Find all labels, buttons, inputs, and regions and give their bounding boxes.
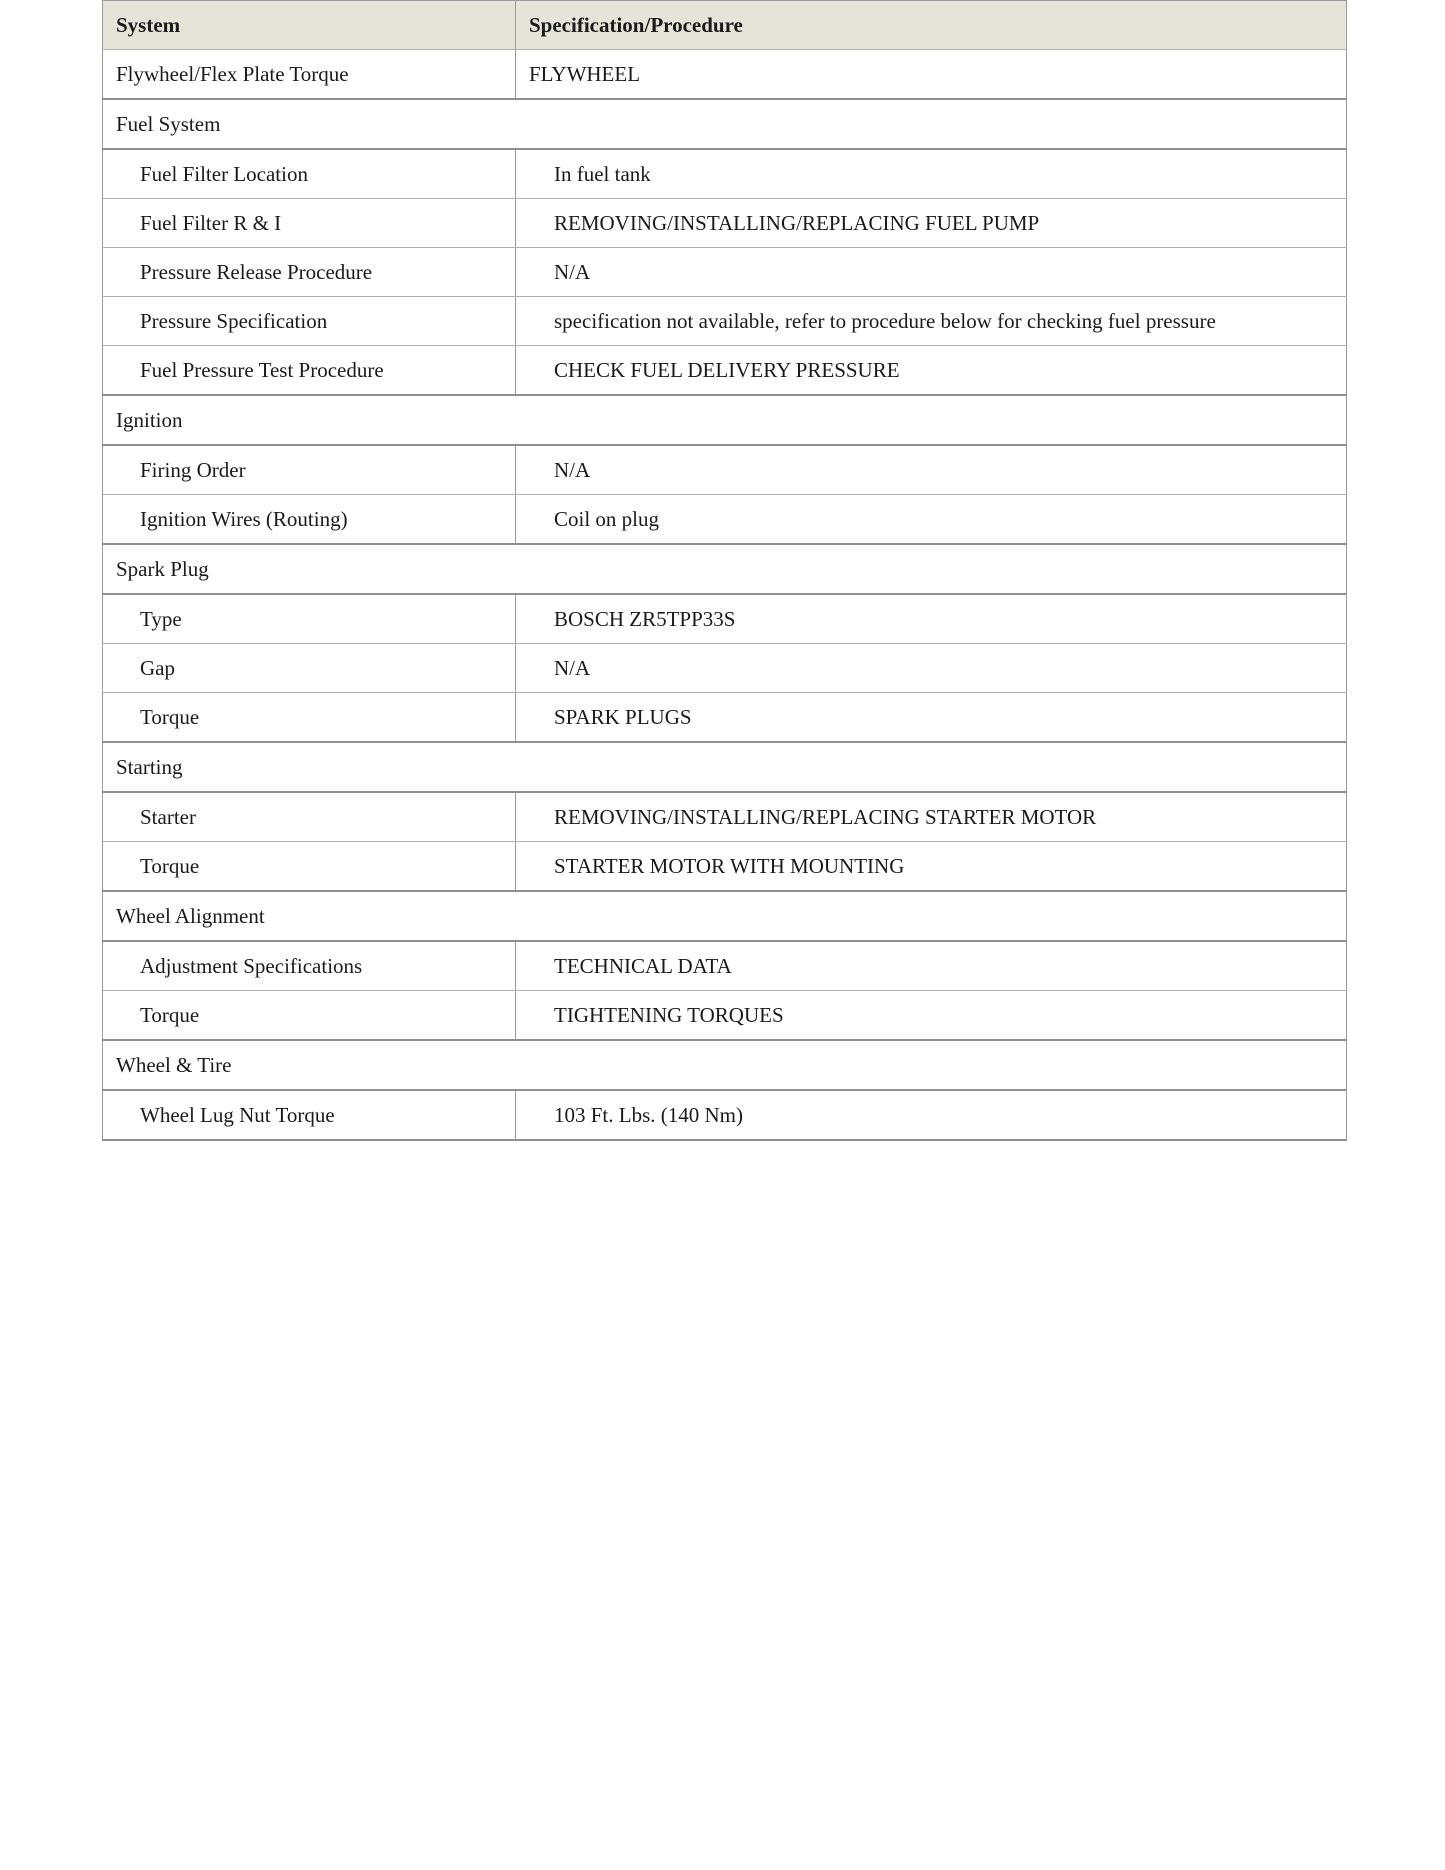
- system-cell: Fuel Pressure Test Procedure: [103, 346, 516, 396]
- spec-cell: REMOVING/INSTALLING/REPLACING FUEL PUMP: [516, 199, 1347, 248]
- table-row: [103, 346, 1347, 396]
- system-cell: Adjustment Specifications: [103, 941, 516, 991]
- table-row: [103, 445, 1347, 495]
- section-heading: Spark Plug: [103, 544, 1347, 594]
- spec-cell: N/A: [516, 644, 1347, 693]
- section-row: [103, 891, 1347, 941]
- section-row: [103, 395, 1347, 445]
- spec-cell: SPARK PLUGS: [516, 693, 1347, 743]
- spec-cell: In fuel tank: [516, 149, 1347, 199]
- table-row: [103, 495, 1347, 545]
- section-row: [103, 544, 1347, 594]
- system-cell: Flywheel/Flex Plate Torque: [103, 50, 516, 100]
- system-cell: Gap: [103, 644, 516, 693]
- spec-cell: TECHNICAL DATA: [516, 941, 1347, 991]
- table-row: [103, 693, 1347, 743]
- section-row: [103, 742, 1347, 792]
- system-cell: Type: [103, 594, 516, 644]
- system-cell: Pressure Release Procedure: [103, 248, 516, 297]
- spec-cell: N/A: [516, 248, 1347, 297]
- table-row: [103, 248, 1347, 297]
- table-row: [103, 297, 1347, 346]
- spec-cell: Coil on plug: [516, 495, 1347, 545]
- system-cell: Torque: [103, 842, 516, 892]
- spec-cell: BOSCH ZR5TPP33S: [516, 594, 1347, 644]
- system-cell: Ignition Wires (Routing): [103, 495, 516, 545]
- table-row: [103, 149, 1347, 199]
- header-system: System: [103, 1, 516, 50]
- system-cell: Fuel Filter Location: [103, 149, 516, 199]
- spec-cell: FLYWHEEL: [516, 50, 1347, 100]
- spec-cell: 103 Ft. Lbs. (140 Nm): [516, 1090, 1347, 1140]
- system-cell: Torque: [103, 991, 516, 1041]
- section-row: [103, 99, 1347, 149]
- spec-cell: N/A: [516, 445, 1347, 495]
- table-row: [103, 50, 1347, 100]
- section-heading: Wheel & Tire: [103, 1040, 1347, 1090]
- table-header: [103, 1, 1347, 50]
- table-row: [103, 991, 1347, 1041]
- system-cell: Wheel Lug Nut Torque: [103, 1090, 516, 1140]
- table-row: [103, 594, 1347, 644]
- section-heading: Ignition: [103, 395, 1347, 445]
- system-cell: Fuel Filter R & I: [103, 199, 516, 248]
- system-cell: Pressure Specification: [103, 297, 516, 346]
- spec-cell: CHECK FUEL DELIVERY PRESSURE: [516, 346, 1347, 396]
- section-heading: Fuel System: [103, 99, 1347, 149]
- spec-cell: STARTER MOTOR WITH MOUNTING: [516, 842, 1347, 892]
- system-cell: Starter: [103, 792, 516, 842]
- table-row: [103, 1090, 1347, 1140]
- section-row: [103, 1040, 1347, 1090]
- table-row: [103, 792, 1347, 842]
- system-cell: Firing Order: [103, 445, 516, 495]
- spec-cell: REMOVING/INSTALLING/REPLACING STARTER MOTOR: [516, 792, 1347, 842]
- spec-cell: TIGHTENING TORQUES: [516, 991, 1347, 1041]
- table-row: [103, 941, 1347, 991]
- spec-table: [102, 0, 1347, 1141]
- header-row: [103, 1, 1347, 50]
- table-row: [103, 842, 1347, 892]
- table-body: [103, 50, 1347, 1141]
- header-spec: Specification/Procedure: [516, 1, 1347, 50]
- spec-cell: specification not available, refer to procedure below for checking fuel pressure: [516, 297, 1347, 346]
- table-row: [103, 199, 1347, 248]
- system-cell: Torque: [103, 693, 516, 743]
- section-heading: Starting: [103, 742, 1347, 792]
- table-row: [103, 644, 1347, 693]
- section-heading: Wheel Alignment: [103, 891, 1347, 941]
